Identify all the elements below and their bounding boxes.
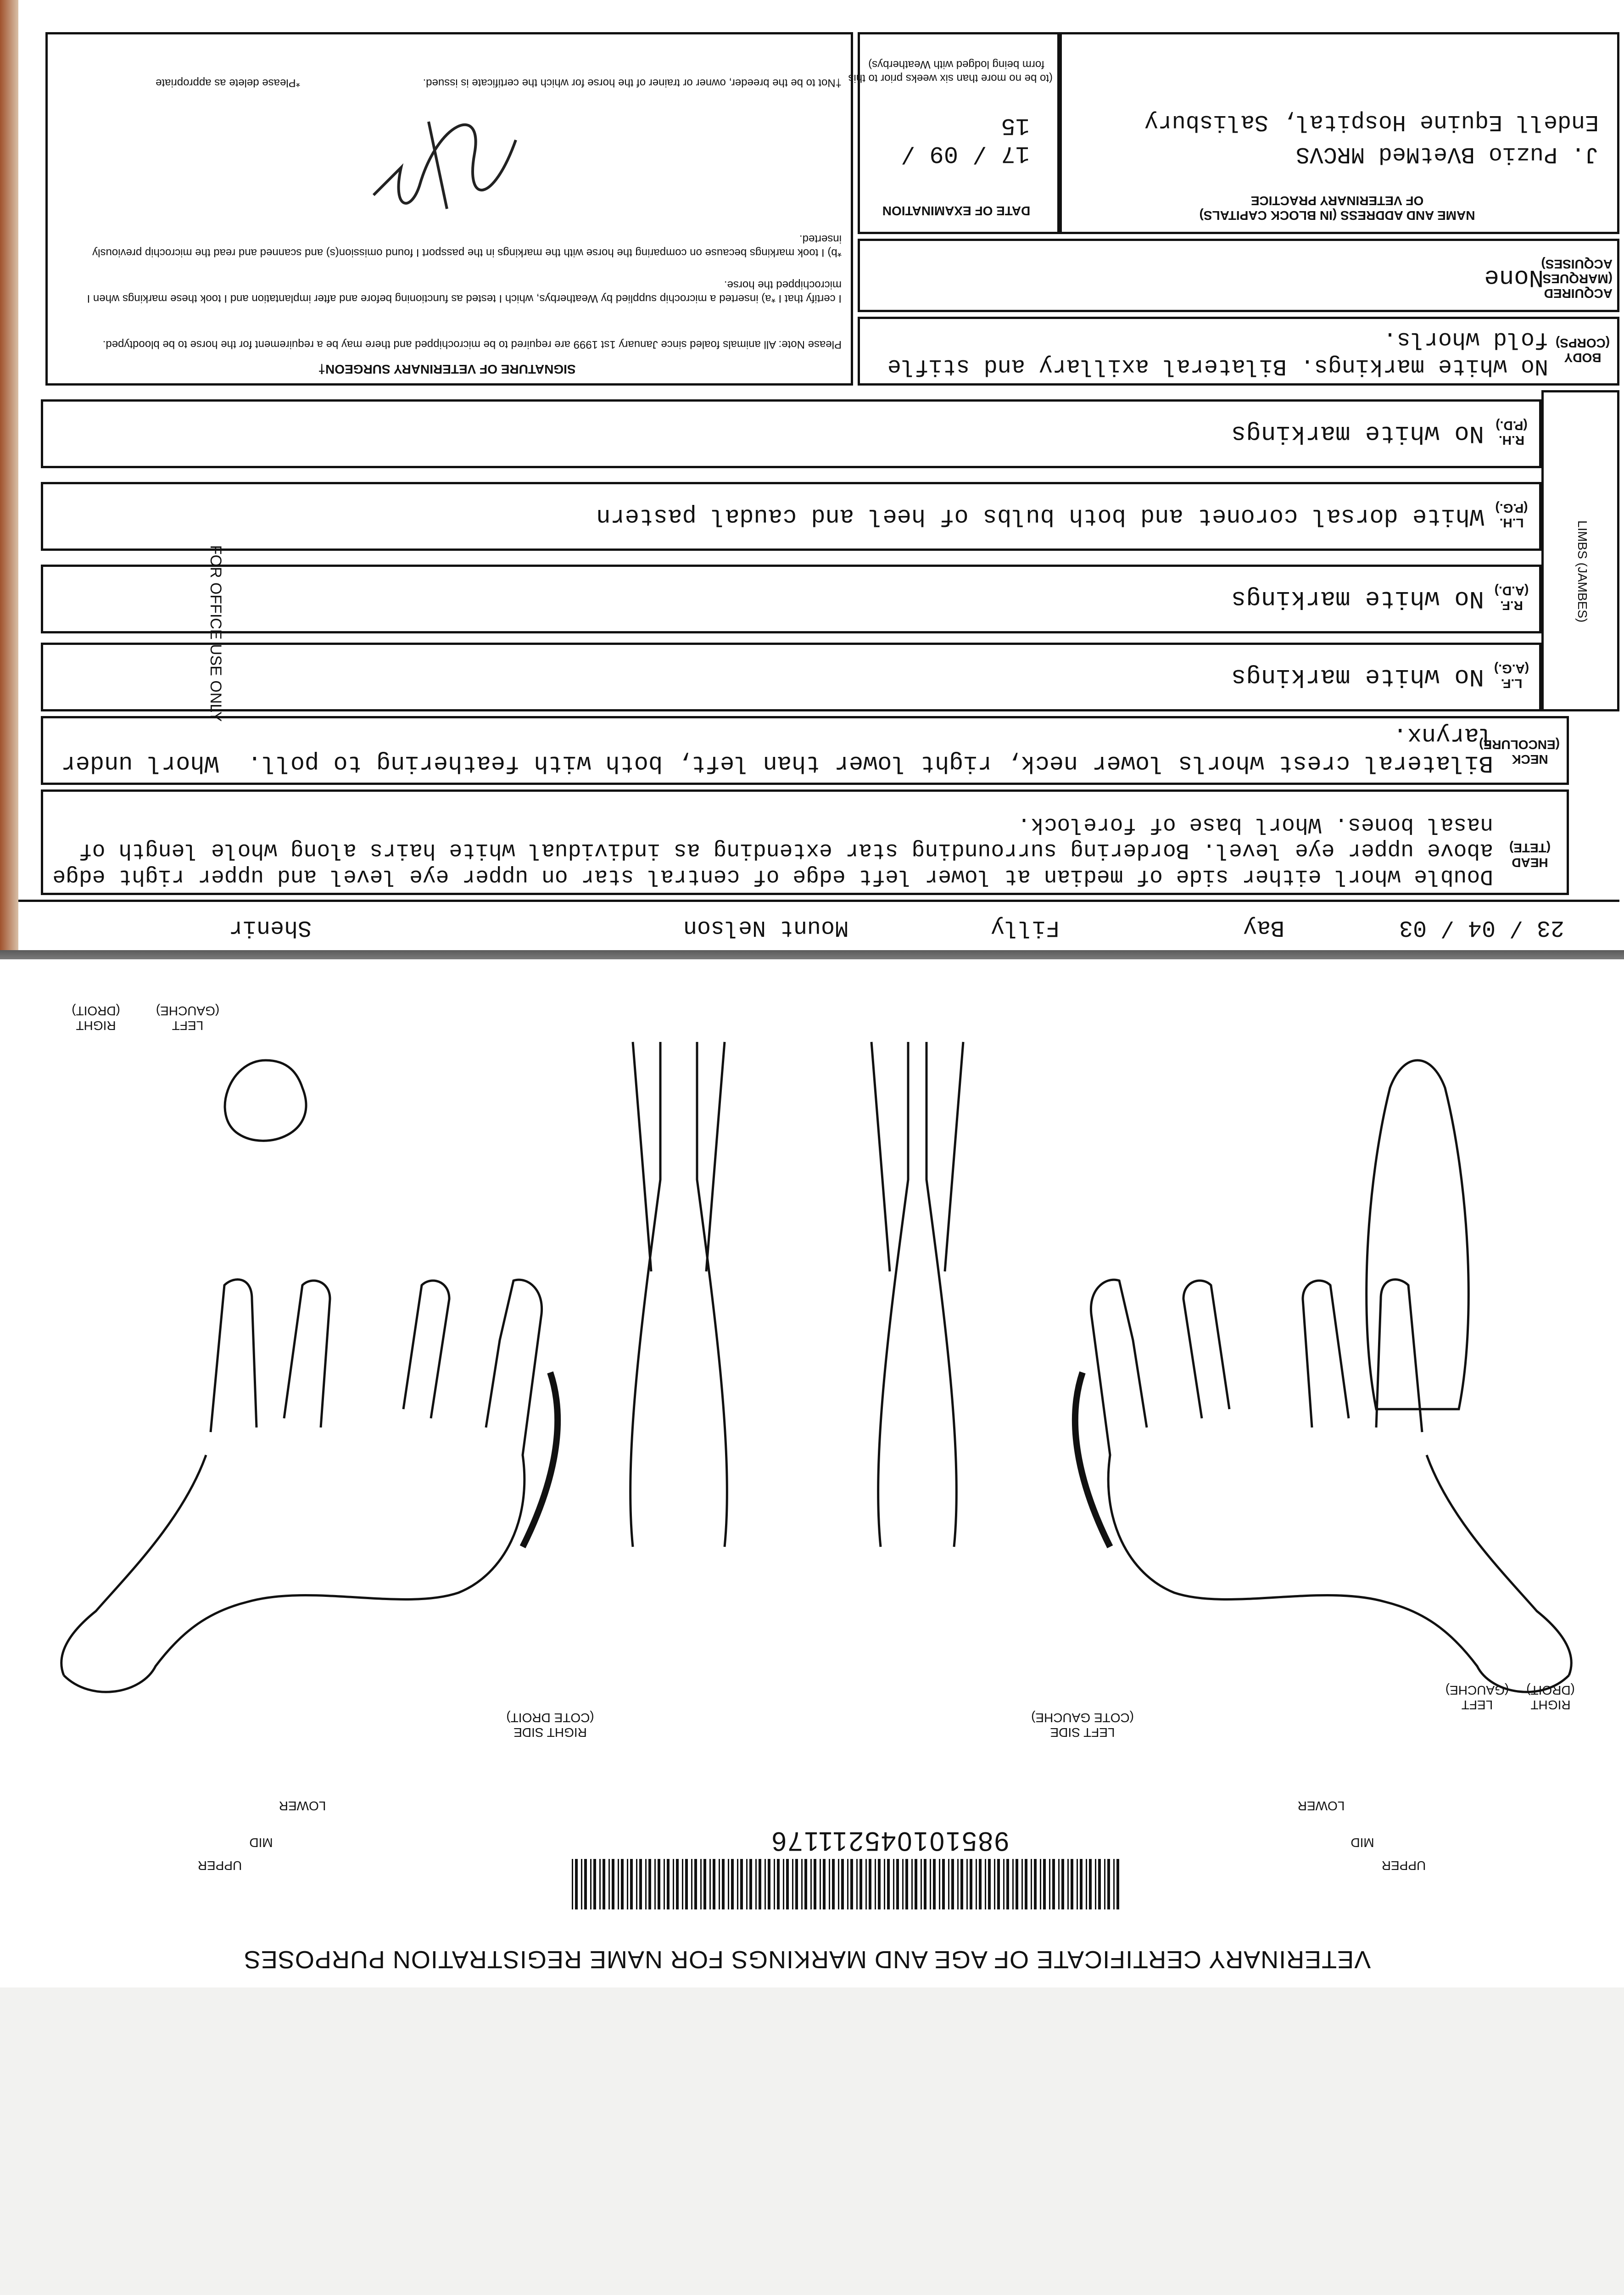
- right-upper-label: UPPER: [197, 1858, 242, 1873]
- sire-value: Mount Nelson: [683, 914, 848, 940]
- footnote-delete: *Please delete as appropriate: [156, 77, 300, 89]
- left-side-tail: [1075, 1372, 1110, 1547]
- front-right-label: RIGHT (DROIT): [1526, 1683, 1575, 1712]
- rear-view-horse: [631, 1042, 727, 1547]
- acquired-label: ACQUIRED (MARQUES ACQUISES): [1541, 257, 1613, 301]
- front-left-label: LEFT (GAUCHE): [1445, 1683, 1509, 1712]
- vet-name-value: J. Puzio BVetMed MRCVS: [1295, 141, 1599, 167]
- body-value: No white markings. Bilateral axillary and stifle fold whorls.: [873, 326, 1548, 379]
- office-use-label: FOR OFFICE USE ONLY: [207, 545, 224, 722]
- colour-value: Bay: [1243, 914, 1284, 940]
- binding-edge: [0, 0, 18, 1056]
- front-view-horse: [871, 1042, 963, 1547]
- exam-date-value: 17 / 09 / 15: [886, 112, 1030, 167]
- neck-label: NECK (ENCOLURE): [1479, 737, 1560, 767]
- right-side-label: RIGHT SIDE (COTE DROIT): [506, 1710, 594, 1740]
- vet-signature: [346, 112, 530, 223]
- barcode-number: 985101045211176: [770, 1826, 1009, 1856]
- horse-details-row: [4, 900, 1619, 955]
- body-label: BODY (CORPS): [1555, 336, 1610, 365]
- exam-date-field: [848, 32, 1060, 234]
- head-front-view: [1367, 1060, 1469, 1409]
- rear-left-label: LEFT (GAUCHE): [156, 1003, 220, 1033]
- limbs-group-label: [1541, 390, 1619, 711]
- right-mid-label: MID: [249, 1836, 273, 1850]
- dam-value: Shenir: [229, 914, 312, 940]
- left-mid-label: MID: [1351, 1836, 1374, 1850]
- diagram-sheet: [0, 959, 1624, 1987]
- rf-label: R.F. (A.D.): [1494, 583, 1529, 613]
- lf-label: L.F. (A.G.): [1494, 661, 1529, 691]
- right-lower-label: LOWER: [279, 1799, 326, 1813]
- neck-value: Bilateral crest whorls lower neck, right lower than left, both with feathering to poll. Whorl under larynx.: [47, 721, 1493, 777]
- footnote-not-breeder: †Not to be the breeder, owner or trainer of the horse for which the certificate is issued.: [423, 77, 842, 89]
- limbs-label: LIMBS (JAMBES): [1575, 520, 1590, 623]
- rh-label: R.H. (P.D.): [1496, 418, 1528, 448]
- right-side-tail: [523, 1372, 558, 1547]
- form-sheet-rotated: [0, 0, 1624, 955]
- body-field: [858, 317, 1619, 386]
- lh-value: White dorsal coronet and both bulbs of heel and caudal pastern: [596, 503, 1484, 530]
- neck-field: [41, 716, 1569, 785]
- dob-value: 23 / 04 / 03: [1399, 914, 1564, 940]
- certificate-title: VETERINARY CERTIFICATE OF AGE AND MARKINGS FOR NAME REGISTRATION PURPOSES: [243, 1946, 1371, 1973]
- signature-label: SIGNATURE OF VETERINARY SURGEON†: [318, 362, 576, 376]
- head-label: HEAD (TETE): [1509, 840, 1551, 870]
- horse-diagrams: [36, 996, 1596, 1868]
- vet-practice-field: [1060, 32, 1619, 234]
- left-side-horse: [1091, 1280, 1571, 1692]
- acquired-field: [858, 239, 1619, 312]
- vet-practice-label: NAME AND ADDRESS (IN BLOCK CAPITALS) OF VETERINARY PRACTICE: [1199, 193, 1475, 223]
- lf-value: No white markings: [1231, 662, 1484, 690]
- lh-field: [41, 482, 1541, 551]
- rf-value: No white markings: [1231, 584, 1484, 612]
- left-upper-label: UPPER: [1381, 1858, 1426, 1873]
- acquired-value: None: [1484, 263, 1544, 291]
- left-side-label: LEFT SIDE (COTE GAUCHE): [1031, 1710, 1134, 1740]
- vet-practice-value: Endell Equine Hospital, Salisbury: [1144, 109, 1599, 135]
- rh-value: No white markings: [1231, 419, 1484, 447]
- certify-b-text: *b) I took markings because on comparing the horse with the markings in the passport I found omission(s) and scanned and read the microchip previously inserted.: [92, 233, 842, 259]
- rh-field: [41, 399, 1541, 468]
- right-side-horse: [61, 1280, 542, 1692]
- please-note-text: Please Note: All animals foaled since January 1st 1999 are required to be microchipped and there may be a requirement for the horse to be bloodtyped.: [102, 338, 842, 351]
- lh-label: L.H. (P.G.): [1495, 501, 1528, 530]
- left-lower-label: LOWER: [1297, 1799, 1345, 1813]
- signature-field: [45, 32, 853, 386]
- exam-date-note: (to be no more than six weeks prior to this form being lodged with Weatherbys): [848, 58, 1053, 84]
- head-value: Double whorl either side of median at lower left edge of central star on upper eye level and upper right edge above upper eye level. Bordering surrounding star extending as individual white hairs along whole length of nasal bones. Whorl base of forelock.: [39, 812, 1493, 889]
- lf-field: [41, 643, 1541, 711]
- rf-field: [41, 565, 1541, 633]
- diagram-sheet-rotated: [0, 959, 1624, 1987]
- form-sheet: [0, 0, 1624, 959]
- muzzle-view: [225, 1060, 306, 1141]
- certify-a-text: I certify that I *a) inserted a microchip supplied by Weatherbys, which I tested as functioning before and after implantation and I took these markings when I microchipped the horse.: [87, 279, 842, 305]
- sex-value: Filly: [990, 914, 1060, 940]
- exam-date-label: DATE OF EXAMINATION: [882, 204, 1031, 218]
- rear-right-label: RIGHT (DROIT): [72, 1003, 120, 1033]
- head-field: [41, 789, 1569, 895]
